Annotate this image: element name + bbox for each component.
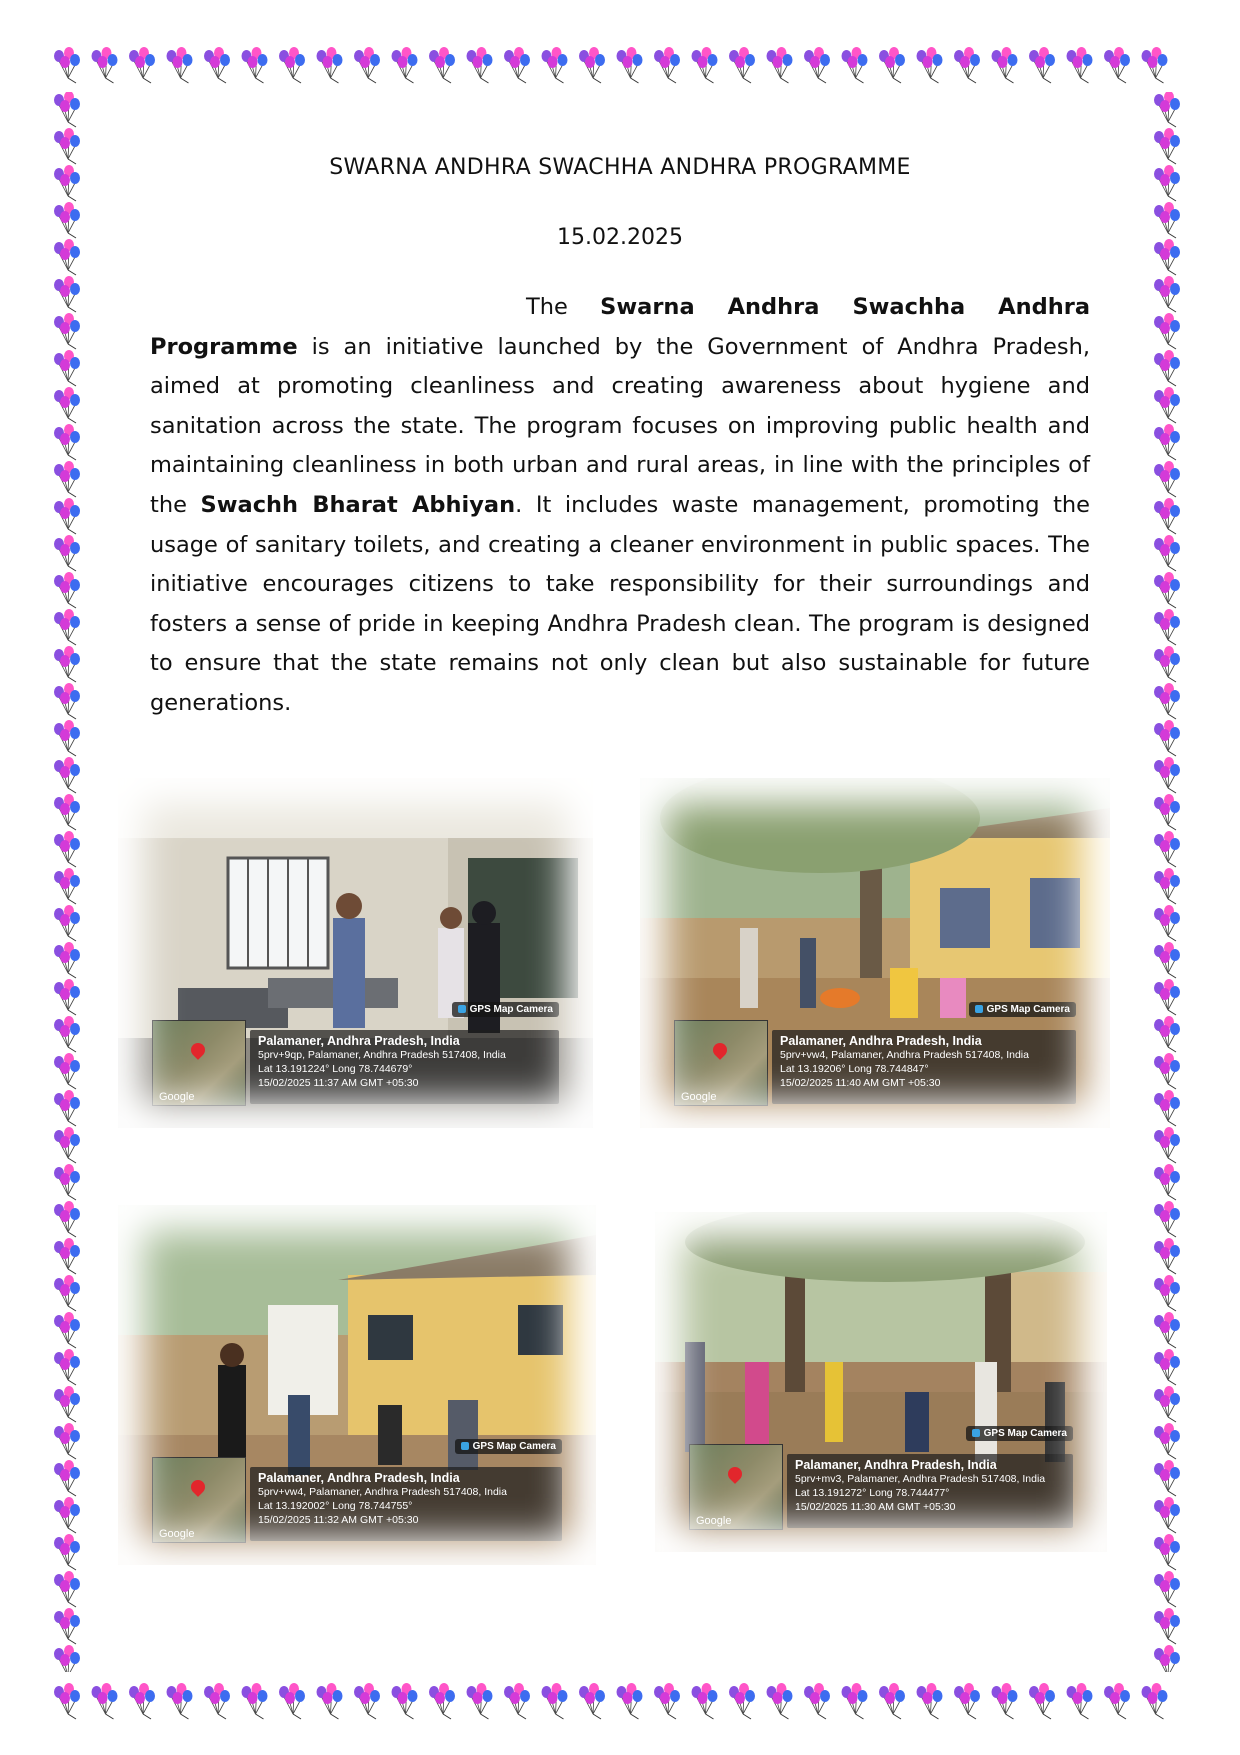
gps-timestamp: 15/02/2025 11:37 AM GMT +05:30: [258, 1077, 419, 1089]
gps-info: [250, 1030, 559, 1104]
balloon-bunch-icon: [917, 1683, 943, 1719]
balloon-bunch-icon: [654, 47, 680, 83]
paragraph-lead: The: [526, 294, 601, 320]
mini-map: [674, 1020, 768, 1106]
balloon-bunch-icon: [392, 47, 418, 83]
gps-place: Palamaner, Andhra Pradesh, India: [795, 1458, 997, 1472]
balloon-bunch-icon: [129, 47, 155, 83]
balloon-bunch-icon: [1154, 979, 1180, 1015]
gps-coords: Lat 13.191272° Long 78.744477°: [795, 1487, 950, 1499]
mini-map: [152, 1020, 246, 1106]
balloon-bunch-icon: [1154, 1275, 1180, 1311]
balloon-bunch-icon: [54, 202, 80, 238]
balloon-bunch-icon: [54, 683, 80, 719]
balloon-bunch-icon: [1154, 276, 1180, 312]
google-label: Google: [159, 1528, 195, 1540]
balloon-bunch-icon: [1154, 609, 1180, 645]
balloon-bunch-icon: [579, 1683, 605, 1719]
document-date: 15.02.2025: [557, 225, 683, 250]
balloon-bunch-icon: [1154, 1201, 1180, 1237]
balloon-bunch-icon: [54, 1460, 80, 1496]
balloon-bunch-icon: [467, 47, 493, 83]
balloon-bunch-icon: [842, 1683, 868, 1719]
google-label: Google: [681, 1091, 717, 1103]
balloon-bunch-icon: [429, 1683, 455, 1719]
balloon-bunch-icon: [1154, 92, 1180, 127]
balloon-bunch-icon: [317, 47, 343, 83]
balloon-bunch-icon: [1154, 1090, 1180, 1126]
balloon-bunch-icon: [279, 1683, 305, 1719]
balloon-bunch-icon: [54, 1312, 80, 1348]
balloon-bunch-icon: [542, 1683, 568, 1719]
balloon-border-left: [48, 92, 90, 1672]
balloon-bunch-icon: [767, 47, 793, 83]
balloon-bunch-icon: [1154, 239, 1180, 275]
balloon-bunch-icon: [54, 905, 80, 941]
balloon-bunch-icon: [92, 47, 118, 83]
balloon-bunch-icon: [279, 47, 305, 83]
balloon-border-right: [1148, 92, 1190, 1672]
balloon-bunch-icon: [1154, 1460, 1180, 1496]
balloon-bunch-icon: [1029, 1683, 1055, 1719]
balloon-bunch-icon: [1067, 47, 1093, 83]
balloon-bunch-icon: [1154, 905, 1180, 941]
gps-address: 5prv+9qp, Palamaner, Andhra Pradesh 517408, India: [258, 1049, 506, 1061]
balloon-bunch-icon: [992, 1683, 1018, 1719]
balloon-bunch-icon: [429, 47, 455, 83]
gps-coords: Lat 13.191224° Long 78.744679°: [258, 1063, 413, 1075]
gps-place: Palamaner, Andhra Pradesh, India: [258, 1034, 460, 1048]
balloon-bunch-icon: [504, 1683, 530, 1719]
balloon-bunch-icon: [54, 831, 80, 867]
balloon-bunch-icon: [54, 47, 80, 83]
photo-campus-trees: [640, 778, 1110, 1128]
balloon-bunch-icon: [54, 868, 80, 904]
gps-app-tag: [969, 1002, 1076, 1017]
google-label: Google: [159, 1091, 195, 1103]
photo-classroom: [118, 778, 593, 1128]
camera-app-icon: [975, 1005, 983, 1013]
photo-building-cleanup: [118, 1205, 596, 1565]
balloon-bunch-icon: [392, 1683, 418, 1719]
balloon-bunch-icon: [54, 794, 80, 830]
balloon-bunch-icon: [1154, 1053, 1180, 1089]
balloon-bunch-icon: [579, 47, 605, 83]
balloon-bunch-icon: [617, 1683, 643, 1719]
balloon-bunch-icon: [54, 1608, 80, 1644]
balloon-bunch-icon: [54, 1645, 80, 1672]
balloon-bunch-icon: [242, 47, 268, 83]
balloon-bunch-icon: [617, 47, 643, 83]
balloon-bunch-icon: [1154, 1423, 1180, 1459]
balloon-bunch-icon: [1154, 1571, 1180, 1607]
balloon-bunch-icon: [54, 979, 80, 1015]
balloon-bunch-icon: [1154, 646, 1180, 682]
balloon-bunch-icon: [1154, 1016, 1180, 1052]
balloon-bunch-icon: [1154, 202, 1180, 238]
balloon-bunch-icon: [54, 424, 80, 460]
balloon-bunch-icon: [1154, 1127, 1180, 1163]
balloon-bunch-icon: [54, 276, 80, 312]
balloon-bunch-icon: [842, 47, 868, 83]
balloon-bunch-icon: [54, 461, 80, 497]
balloon-bunch-icon: [804, 47, 830, 83]
balloon-bunch-icon: [129, 1683, 155, 1719]
balloon-bunch-icon: [54, 1238, 80, 1274]
balloon-bunch-icon: [1154, 535, 1180, 571]
balloon-bunch-icon: [1154, 572, 1180, 608]
balloon-bunch-icon: [54, 609, 80, 645]
gps-info: [250, 1467, 562, 1541]
balloon-bunch-icon: [54, 1386, 80, 1422]
balloon-bunch-icon: [954, 47, 980, 83]
balloon-bunch-icon: [1154, 1534, 1180, 1570]
balloon-bunch-icon: [917, 47, 943, 83]
balloon-bunch-icon: [54, 92, 80, 127]
gps-stamp: [689, 1428, 1073, 1528]
balloon-bunch-icon: [1142, 47, 1168, 83]
balloon-bunch-icon: [1154, 313, 1180, 349]
balloon-bunch-icon: [654, 1683, 680, 1719]
gps-timestamp: 15/02/2025 11:30 AM GMT +05:30: [795, 1501, 956, 1513]
balloon-bunch-icon: [54, 646, 80, 682]
balloon-bunch-icon: [1154, 1312, 1180, 1348]
balloon-border-top: [50, 44, 1190, 86]
gps-stamp: [152, 1004, 559, 1104]
mini-map: [152, 1457, 246, 1543]
camera-app-icon: [461, 1442, 469, 1450]
gps-app-tag: [966, 1426, 1073, 1441]
camera-app-icon: [458, 1005, 466, 1013]
gps-place: Palamaner, Andhra Pradesh, India: [780, 1034, 982, 1048]
balloon-bunch-icon: [54, 757, 80, 793]
intro-paragraph: [150, 288, 1090, 724]
balloon-bunch-icon: [1154, 1386, 1180, 1422]
photo-grounds-sweeping: [655, 1212, 1107, 1552]
balloon-bunch-icon: [354, 47, 380, 83]
balloon-bunch-icon: [1154, 498, 1180, 534]
map-pin-icon: [725, 1464, 745, 1484]
balloon-bunch-icon: [54, 1016, 80, 1052]
balloon-bunch-icon: [54, 1683, 80, 1719]
balloon-bunch-icon: [354, 1683, 380, 1719]
balloon-bunch-icon: [54, 1053, 80, 1089]
gps-coords: Lat 13.192002° Long 78.744755°: [258, 1500, 413, 1512]
balloon-bunch-icon: [204, 1683, 230, 1719]
balloon-bunch-icon: [1154, 1645, 1180, 1672]
balloon-bunch-icon: [54, 1571, 80, 1607]
balloon-bunch-icon: [54, 1534, 80, 1570]
gps-address: 5prv+mv3, Palamaner, Andhra Pradesh 517408, India: [795, 1473, 1046, 1485]
gps-stamp: [674, 1004, 1076, 1104]
gps-coords: Lat 13.19206° Long 78.744847°: [780, 1063, 929, 1075]
balloon-bunch-icon: [692, 47, 718, 83]
gps-app-label: GPS Map Camera: [472, 1441, 556, 1452]
balloon-bunch-icon: [1154, 1497, 1180, 1533]
gps-app-label: GPS Map Camera: [983, 1428, 1067, 1439]
balloon-bunch-icon: [1154, 831, 1180, 867]
programme-name: Swarna Andhra Swachha Andhra Programme: [150, 294, 1090, 360]
swachh-bharat-name: Swachh Bharat Abhiyan: [200, 491, 516, 518]
balloon-bunch-icon: [167, 47, 193, 83]
balloon-bunch-icon: [54, 1201, 80, 1237]
gps-info: [772, 1030, 1076, 1104]
gps-stamp: [152, 1441, 562, 1541]
paragraph-part-1: is an initiative launched by the Government of Andhra Pradesh, aimed at promoting cleanliness and creating awareness about hygiene and sanitation across the state. The program focuses on improving public health and maintaining cleanliness in both urban and rural areas, in line with the principles of the: [150, 333, 1090, 518]
balloon-bunch-icon: [467, 1683, 493, 1719]
gps-timestamp: 15/02/2025 11:32 AM GMT +05:30: [258, 1514, 419, 1526]
balloon-bunch-icon: [167, 1683, 193, 1719]
gps-address: 5prv+vw4, Palamaner, Andhra Pradesh 517408, India: [258, 1486, 507, 1498]
balloon-bunch-icon: [1154, 794, 1180, 830]
map-pin-icon: [188, 1040, 208, 1060]
balloon-border-bottom: [50, 1680, 1190, 1722]
balloon-bunch-icon: [54, 1090, 80, 1126]
balloon-bunch-icon: [54, 498, 80, 534]
paragraph-part-2: . It includes waste management, promoting the usage of sanitary toilets, and creating a cleaner environment in public spaces. The initiative encourages citizens to take responsibility for their surroundings and fosters a sense of pride in keeping Andhra Pradesh clean. The program is designed to ensure that the state remains not only clean but also sustainable for future generations.: [150, 491, 1091, 716]
balloon-bunch-icon: [54, 1164, 80, 1200]
balloon-bunch-icon: [542, 47, 568, 83]
map-pin-icon: [710, 1040, 730, 1060]
balloon-bunch-icon: [992, 47, 1018, 83]
balloon-bunch-icon: [504, 47, 530, 83]
balloon-bunch-icon: [54, 1497, 80, 1533]
balloon-bunch-icon: [1154, 683, 1180, 719]
balloon-bunch-icon: [1154, 720, 1180, 756]
balloon-bunch-icon: [54, 942, 80, 978]
camera-app-icon: [972, 1429, 980, 1437]
gps-address: 5prv+vw4, Palamaner, Andhra Pradesh 517408, India: [780, 1049, 1029, 1061]
balloon-bunch-icon: [317, 1683, 343, 1719]
mini-map: [689, 1444, 783, 1530]
balloon-bunch-icon: [767, 1683, 793, 1719]
gps-info: [787, 1454, 1073, 1528]
balloon-bunch-icon: [54, 239, 80, 275]
balloon-bunch-icon: [1154, 868, 1180, 904]
balloon-bunch-icon: [804, 1683, 830, 1719]
balloon-bunch-icon: [54, 1423, 80, 1459]
balloon-bunch-icon: [54, 1349, 80, 1385]
gps-timestamp: 15/02/2025 11:40 AM GMT +05:30: [780, 1077, 941, 1089]
balloon-bunch-icon: [204, 47, 230, 83]
balloon-bunch-icon: [54, 1127, 80, 1163]
balloon-bunch-icon: [1154, 350, 1180, 386]
balloon-bunch-icon: [54, 313, 80, 349]
gps-place: Palamaner, Andhra Pradesh, India: [258, 1471, 460, 1485]
document-title: SWARNA ANDHRA SWACHHA ANDHRA PROGRAMME: [329, 155, 911, 180]
balloon-bunch-icon: [1154, 1608, 1180, 1644]
balloon-bunch-icon: [54, 350, 80, 386]
balloon-bunch-icon: [1142, 1683, 1168, 1719]
gps-app-tag: [455, 1439, 562, 1454]
gps-app-label: GPS Map Camera: [469, 1004, 553, 1015]
balloon-bunch-icon: [1029, 47, 1055, 83]
balloon-bunch-icon: [729, 47, 755, 83]
balloon-bunch-icon: [954, 1683, 980, 1719]
balloon-bunch-icon: [729, 1683, 755, 1719]
balloon-bunch-icon: [1067, 1683, 1093, 1719]
gps-app-tag: [452, 1002, 559, 1017]
balloon-bunch-icon: [54, 387, 80, 423]
balloon-bunch-icon: [879, 47, 905, 83]
balloon-bunch-icon: [54, 720, 80, 756]
balloon-bunch-icon: [1154, 942, 1180, 978]
balloon-bunch-icon: [692, 1683, 718, 1719]
gps-app-label: GPS Map Camera: [986, 1004, 1070, 1015]
balloon-bunch-icon: [1154, 461, 1180, 497]
google-label: Google: [696, 1515, 732, 1527]
balloon-bunch-icon: [1104, 1683, 1130, 1719]
balloon-bunch-icon: [54, 572, 80, 608]
balloon-bunch-icon: [54, 535, 80, 571]
map-pin-icon: [188, 1477, 208, 1497]
balloon-bunch-icon: [1154, 1349, 1180, 1385]
balloon-bunch-icon: [879, 1683, 905, 1719]
balloon-bunch-icon: [1154, 757, 1180, 793]
balloon-bunch-icon: [1154, 1238, 1180, 1274]
balloon-bunch-icon: [54, 1275, 80, 1311]
balloon-bunch-icon: [1104, 47, 1130, 83]
balloon-bunch-icon: [242, 1683, 268, 1719]
balloon-bunch-icon: [1154, 387, 1180, 423]
balloon-bunch-icon: [1154, 1164, 1180, 1200]
balloon-bunch-icon: [1154, 424, 1180, 460]
balloon-bunch-icon: [92, 1683, 118, 1719]
